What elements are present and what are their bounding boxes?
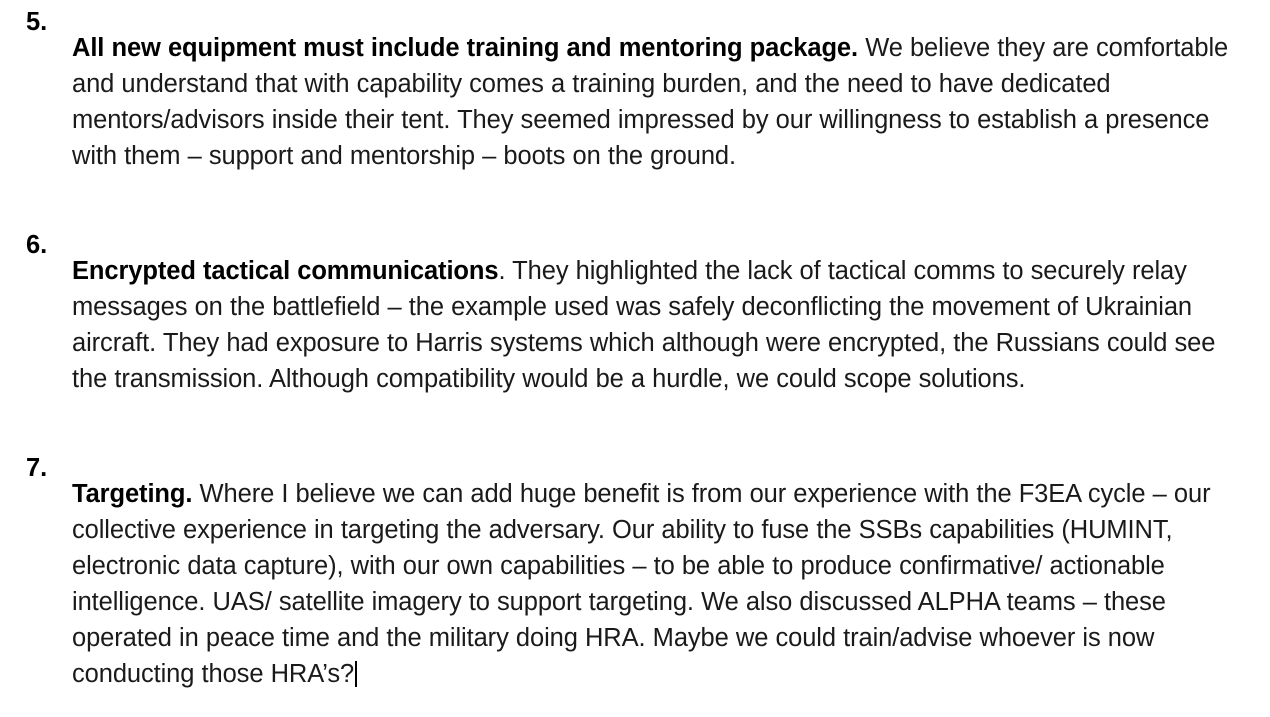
text-cursor — [355, 661, 357, 687]
list-item-number: 7. — [26, 454, 48, 482]
list-item-lead: Targeting. — [72, 479, 193, 508]
list-item-text — [72, 30, 1246, 174]
numbered-list — [18, 4, 1246, 717]
list-item-text — [72, 476, 1246, 692]
list-item — [18, 450, 1246, 717]
list-item-lead: All new equipment must include training and mentoring package. — [72, 33, 859, 62]
list-item-body: . They highlighted the lack of tactical comms to securely relay messages on the battlefield – the example used was safely deconflicting the movement of Ukrainian aircraft. They had exposure to Harris systems which although were encrypted, the Russians could see the transmission. Although compatibility would be a hurdle, we could scope solutions. — [72, 256, 1216, 393]
list-item — [18, 4, 1246, 199]
list-item-number: 6. — [26, 231, 48, 259]
list-item-lead: Encrypted tactical communications — [72, 256, 499, 285]
list-item-body: Where I believe we can add huge benefit is from our experience with the F3EA cycle – our collective experience in targeting the adversary. Our ability to fuse the SSBs capabilities (HUMINT, electronic data capture), with our own capabilities – to be able to produce confirmative/ actionable intelligence. UAS/ satellite imagery to support targeting. We also discussed ALPHA teams – these operated in peace time and the military doing HRA. Maybe we could train/advise whoever is now conducting those HRA’s? — [72, 479, 1211, 688]
list-item-text — [72, 253, 1246, 397]
list-item-number: 5. — [26, 8, 48, 36]
list-item — [18, 227, 1246, 422]
list-item-body: We believe they are comfortable and understand that with capability comes a training burden, and the need to have dedicated mentors/advisors inside their tent. They seemed impressed by our willingness to establish a presence with them – support and mentorship – boots on the ground. — [72, 33, 1229, 170]
